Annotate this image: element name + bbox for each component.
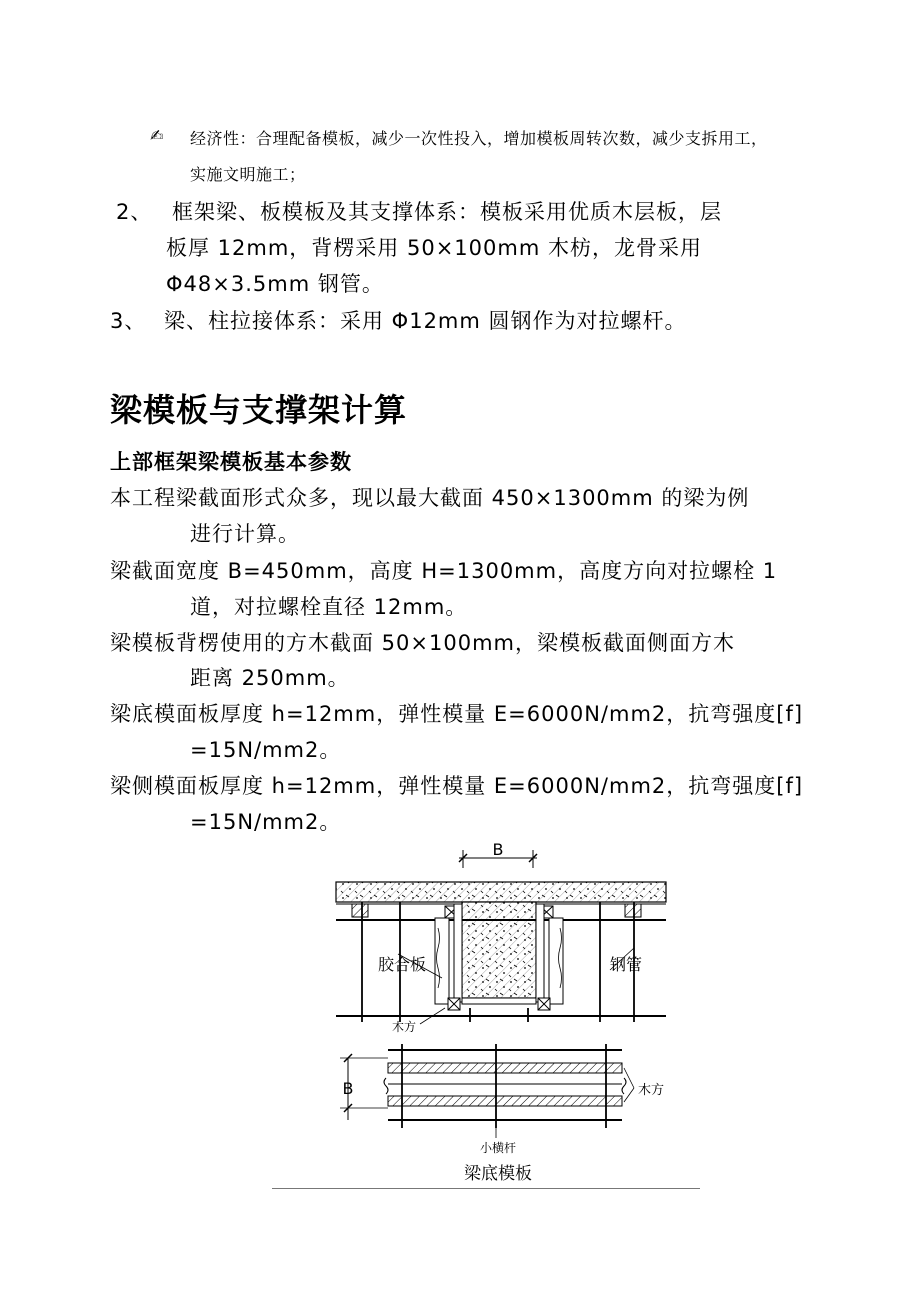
paragraph-5-line-2: =15N/mm2。 [190,810,342,834]
paragraph-1-line-2: 进行计算。 [190,522,300,546]
label-timber-section: 木方 [392,1020,417,1034]
economy-line-1: 经济性：合理配备模板，减少一次性投入，增加模板周转次数，减少支拆用工， [190,129,768,148]
label-steel-pipe: 钢管 [610,955,643,974]
paragraph-1-line-1: 本工程梁截面形式众多，现以最大截面 450×1300mm 的梁为例 [110,486,750,510]
plan-view [340,1044,634,1138]
label-b-side: B [342,1079,354,1098]
paragraph-2-line-1: 梁截面宽度 B=450mm，高度 H=1300mm，高度方向对拉螺栓 1 [110,559,778,583]
item-2-line-1: 框架梁、板模板及其支撑体系：模板采用优质木层板，层 [172,200,722,224]
writing-hand-icon: ✍ [150,126,164,145]
paragraph-4-line-2: =15N/mm2。 [190,738,342,762]
item-2-line-3: Φ48×3.5mm 钢管。 [166,272,384,296]
item-2-line-2: 板厚 12mm，背楞采用 50×100mm 木枋，龙骨采用 [166,236,702,260]
label-small-bar: 小横杆 [479,1141,517,1155]
item-2-number: 2、 [116,200,153,224]
paragraph-2-line-2: 道，对拉螺栓直径 12mm。 [190,595,468,619]
section-subtitle: 上部框架梁模板基本参数 [110,450,352,474]
label-timber-plan: 木方 [638,1083,665,1098]
economy-line-2: 实施文明施工； [190,165,306,184]
figure-caption: 梁底模板 [464,1164,532,1184]
figure-divider [272,1188,700,1189]
paragraph-4-line-1: 梁底模面板厚度 h=12mm，弹性模量 E=6000N/mm2，抗弯强度[f] [110,702,804,726]
item-3-text: 梁、柱拉接体系：采用 Φ12mm 圆钢作为对拉螺杆。 [164,309,687,333]
paragraph-5-line-1: 梁侧模面板厚度 h=12mm，弹性模量 E=6000N/mm2，抗弯强度[f] [110,774,804,798]
beam-formwork-figure [270,838,690,1192]
item-3-number: 3、 [110,309,147,333]
beam-formwork-drawing [270,838,690,1188]
section-title: 梁模板与支撑架计算 [110,391,408,429]
paragraph-3-line-2: 距离 250mm。 [190,666,350,690]
label-plywood: 胶合板 [378,955,427,974]
paragraph-3-line-1: 梁模板背楞使用的方木截面 50×100mm，梁模板截面侧面方木 [110,631,735,655]
label-b-top: B [492,840,504,859]
